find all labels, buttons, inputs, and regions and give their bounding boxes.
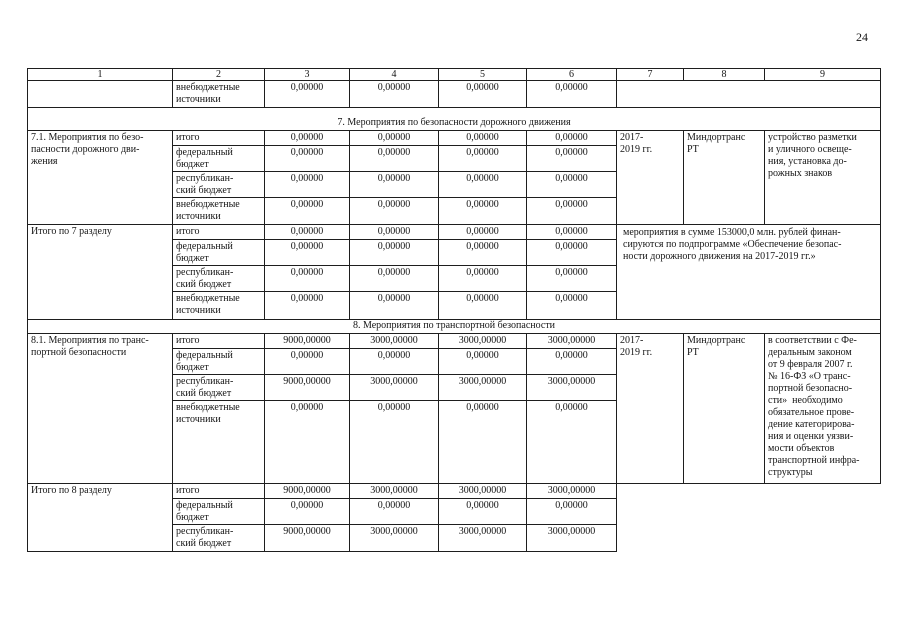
source-cell: итого (173, 334, 265, 349)
amount-cell: 0,00000 (527, 131, 617, 146)
amount-cell: 0,00000 (265, 172, 350, 198)
source-cell: федеральный бюджет (173, 240, 265, 266)
amount-cell: 0,00000 (439, 499, 527, 525)
amount-cell: 0,00000 (265, 225, 350, 240)
empty-cell (617, 484, 881, 552)
amount-cell: 0,00000 (265, 146, 350, 172)
table-row (28, 225, 881, 240)
amount-cell: 0,00000 (265, 292, 350, 320)
empty-cell (28, 81, 173, 108)
funding-note-cell: мероприятия в сумме 153000,0 млн. рублей финан- сируются по подпрограмме «Обеспечение безопас- ности дорожного движения на 2017-2019 гг.» (617, 225, 881, 320)
amount-cell: 0,00000 (527, 172, 617, 198)
amount-cell: 0,00000 (265, 131, 350, 146)
source-cell: внебюджетные источники (173, 198, 265, 225)
column-number: 4 (350, 69, 439, 81)
amount-cell: 0,00000 (527, 240, 617, 266)
amount-cell: 0,00000 (439, 349, 527, 375)
source-cell: республикан- ский бюджет (173, 172, 265, 198)
carryover-row (28, 81, 881, 108)
item-name-cell: 7.1. Мероприятия по безо- пасности дорожного дви- жения (28, 131, 173, 225)
amount-cell: 0,00000 (439, 198, 527, 225)
column-number: 6 (527, 69, 617, 81)
amount-cell: 0,00000 (527, 198, 617, 225)
result-cell: устройство разметки и уличного освеще- ния, установка до- рожных знаков (765, 131, 881, 225)
amount-cell: 0,00000 (527, 81, 617, 108)
amount-cell: 3000,00000 (439, 334, 527, 349)
result-cell: в соответствии с Фе- деральным законом от 9 февраля 2007 г. № 16-ФЗ «О транс- портной безопасно- сти» необходимо обязательное прове- дение категорирова- ния и оценки уязви- мости объектов транспортной инфра- структуры (765, 334, 881, 484)
total-name-cell: Итого по 7 разделу (28, 225, 173, 320)
amount-cell: 0,00000 (527, 499, 617, 525)
amount-cell: 9000,00000 (265, 525, 350, 552)
amount-cell: 0,00000 (350, 81, 439, 108)
amount-cell: 3000,00000 (527, 484, 617, 499)
amount-cell: 0,00000 (350, 349, 439, 375)
amount-cell: 0,00000 (350, 172, 439, 198)
column-number: 8 (684, 69, 765, 81)
amount-cell: 0,00000 (350, 401, 439, 484)
column-number: 3 (265, 69, 350, 81)
header-row (28, 69, 881, 81)
column-number: 9 (765, 69, 881, 81)
source-cell: федеральный бюджет (173, 349, 265, 375)
amount-cell: 0,00000 (265, 81, 350, 108)
amount-cell: 9000,00000 (265, 484, 350, 499)
amount-cell: 3000,00000 (439, 484, 527, 499)
empty-cell (617, 81, 881, 108)
column-number: 2 (173, 69, 265, 81)
section-title-row (28, 108, 881, 131)
amount-cell: 3000,00000 (439, 525, 527, 552)
amount-cell: 0,00000 (439, 401, 527, 484)
period-cell: 2017- 2019 гг. (617, 334, 684, 484)
amount-cell: 0,00000 (265, 499, 350, 525)
amount-cell: 0,00000 (265, 198, 350, 225)
source-cell: итого (173, 484, 265, 499)
table-row (28, 484, 881, 499)
amount-cell: 0,00000 (350, 266, 439, 292)
amount-cell: 9000,00000 (265, 375, 350, 401)
period-cell: 2017- 2019 гг. (617, 131, 684, 225)
section-title: 7. Мероприятия по безопасности дорожного движения (28, 108, 881, 131)
amount-cell: 3000,00000 (350, 525, 439, 552)
column-number: 7 (617, 69, 684, 81)
section-title-row (28, 320, 881, 334)
column-number: 5 (439, 69, 527, 81)
source-cell: республикан- ский бюджет (173, 266, 265, 292)
amount-cell: 0,00000 (439, 146, 527, 172)
amount-cell: 0,00000 (439, 266, 527, 292)
amount-cell: 0,00000 (350, 225, 439, 240)
source-cell: внебюджетные источники (173, 401, 265, 484)
amount-cell: 0,00000 (350, 499, 439, 525)
item-name-cell: 8.1. Мероприятия по транс- портной безопасности (28, 334, 173, 484)
amount-cell: 9000,00000 (265, 334, 350, 349)
amount-cell: 3000,00000 (527, 375, 617, 401)
amount-cell: 0,00000 (350, 198, 439, 225)
amount-cell: 0,00000 (265, 266, 350, 292)
amount-cell: 0,00000 (265, 401, 350, 484)
source-cell: итого (173, 131, 265, 146)
amount-cell: 0,00000 (350, 146, 439, 172)
amount-cell: 3000,00000 (527, 525, 617, 552)
source-cell: внебюджетные источники (173, 292, 265, 320)
amount-cell: 3000,00000 (350, 484, 439, 499)
amount-cell: 0,00000 (527, 225, 617, 240)
amount-cell: 0,00000 (439, 292, 527, 320)
amount-cell: 0,00000 (439, 225, 527, 240)
source-cell: республикан- ский бюджет (173, 525, 265, 552)
amount-cell: 0,00000 (527, 292, 617, 320)
table-row (28, 131, 881, 146)
total-name-cell: Итого по 8 разделу (28, 484, 173, 552)
amount-cell: 3000,00000 (439, 375, 527, 401)
amount-cell: 0,00000 (265, 240, 350, 266)
source-cell: итого (173, 225, 265, 240)
source-cell: внебюджетные источники (173, 81, 265, 108)
program-table (27, 68, 881, 552)
amount-cell: 3000,00000 (350, 375, 439, 401)
amount-cell: 0,00000 (439, 172, 527, 198)
executor-cell: Миндортранс РТ (684, 131, 765, 225)
amount-cell: 0,00000 (439, 131, 527, 146)
column-number: 1 (28, 69, 173, 81)
amount-cell: 0,00000 (439, 81, 527, 108)
amount-cell: 3000,00000 (350, 334, 439, 349)
source-cell: федеральный бюджет (173, 146, 265, 172)
page-number: 24 (856, 30, 868, 44)
amount-cell: 3000,00000 (527, 334, 617, 349)
amount-cell: 0,00000 (350, 131, 439, 146)
amount-cell: 0,00000 (527, 146, 617, 172)
amount-cell: 0,00000 (527, 349, 617, 375)
source-cell: республикан- ский бюджет (173, 375, 265, 401)
section-title: 8. Мероприятия по транспортной безопасности (28, 320, 881, 334)
executor-cell: Миндортранс РТ (684, 334, 765, 484)
amount-cell: 0,00000 (265, 349, 350, 375)
amount-cell: 0,00000 (527, 401, 617, 484)
source-cell: федеральный бюджет (173, 499, 265, 525)
amount-cell: 0,00000 (350, 240, 439, 266)
amount-cell: 0,00000 (527, 266, 617, 292)
amount-cell: 0,00000 (350, 292, 439, 320)
amount-cell: 0,00000 (439, 240, 527, 266)
table-row (28, 334, 881, 349)
